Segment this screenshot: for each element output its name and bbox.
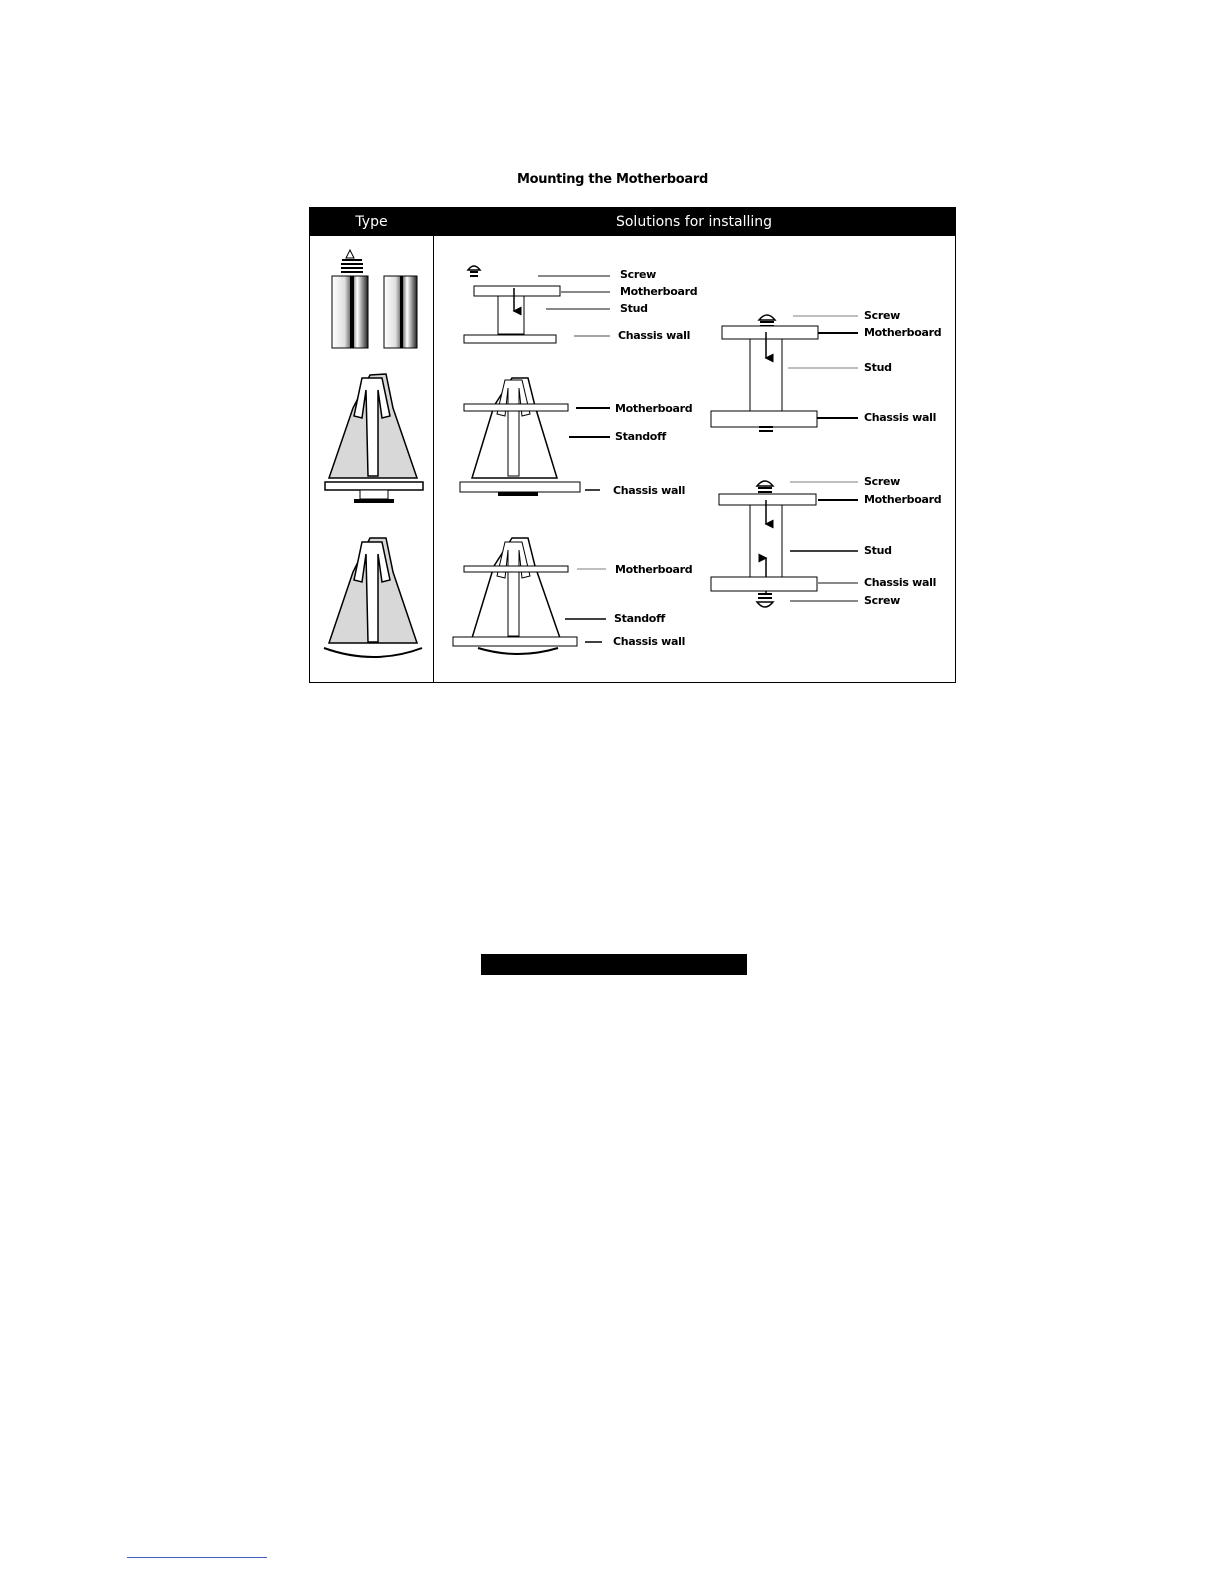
label-screw: Screw (864, 594, 900, 607)
label-motherboard: Motherboard (864, 326, 942, 339)
label-stud: Stud (620, 302, 648, 315)
label-chassis-wall: Chassis wall (613, 635, 686, 648)
label-motherboard: Motherboard (615, 402, 693, 415)
type-column-header: Type (310, 208, 433, 236)
stud-screw-top-diagram (464, 266, 610, 343)
label-chassis-wall: Chassis wall (864, 576, 937, 589)
label-motherboard: Motherboard (615, 563, 693, 576)
curved-standoff-icon (324, 538, 422, 657)
label-stud: Stud (864, 544, 892, 557)
threaded-stud-icon (332, 250, 368, 348)
label-screw: Screw (620, 268, 656, 281)
label-standoff: Standoff (614, 612, 666, 625)
label-screw: Screw (864, 309, 900, 322)
label-chassis-wall: Chassis wall (618, 329, 691, 342)
snap-standoff-icon (325, 374, 423, 503)
label-chassis-wall: Chassis wall (613, 484, 686, 497)
stud-through-diagram (711, 315, 858, 431)
label-screw: Screw (864, 475, 900, 488)
standoff-snap-diagram (460, 378, 610, 496)
label-chassis-wall: Chassis wall (864, 411, 937, 424)
standoff-curved-diagram (453, 538, 606, 654)
label-standoff: Standoff (615, 430, 667, 443)
solutions-column-header: Solutions for installing (433, 208, 955, 236)
label-motherboard: Motherboard (620, 285, 698, 298)
redaction-bar (481, 954, 747, 975)
label-motherboard: Motherboard (864, 493, 942, 506)
plain-stud-icon (384, 276, 417, 348)
footnote-rule (127, 1557, 267, 1558)
stud-double-screw-diagram (711, 481, 858, 607)
mounting-table (309, 207, 956, 683)
figure-caption: Mounting the Motherboard (516, 172, 709, 187)
label-stud: Stud (864, 361, 892, 374)
stud-type-icons (324, 250, 423, 657)
